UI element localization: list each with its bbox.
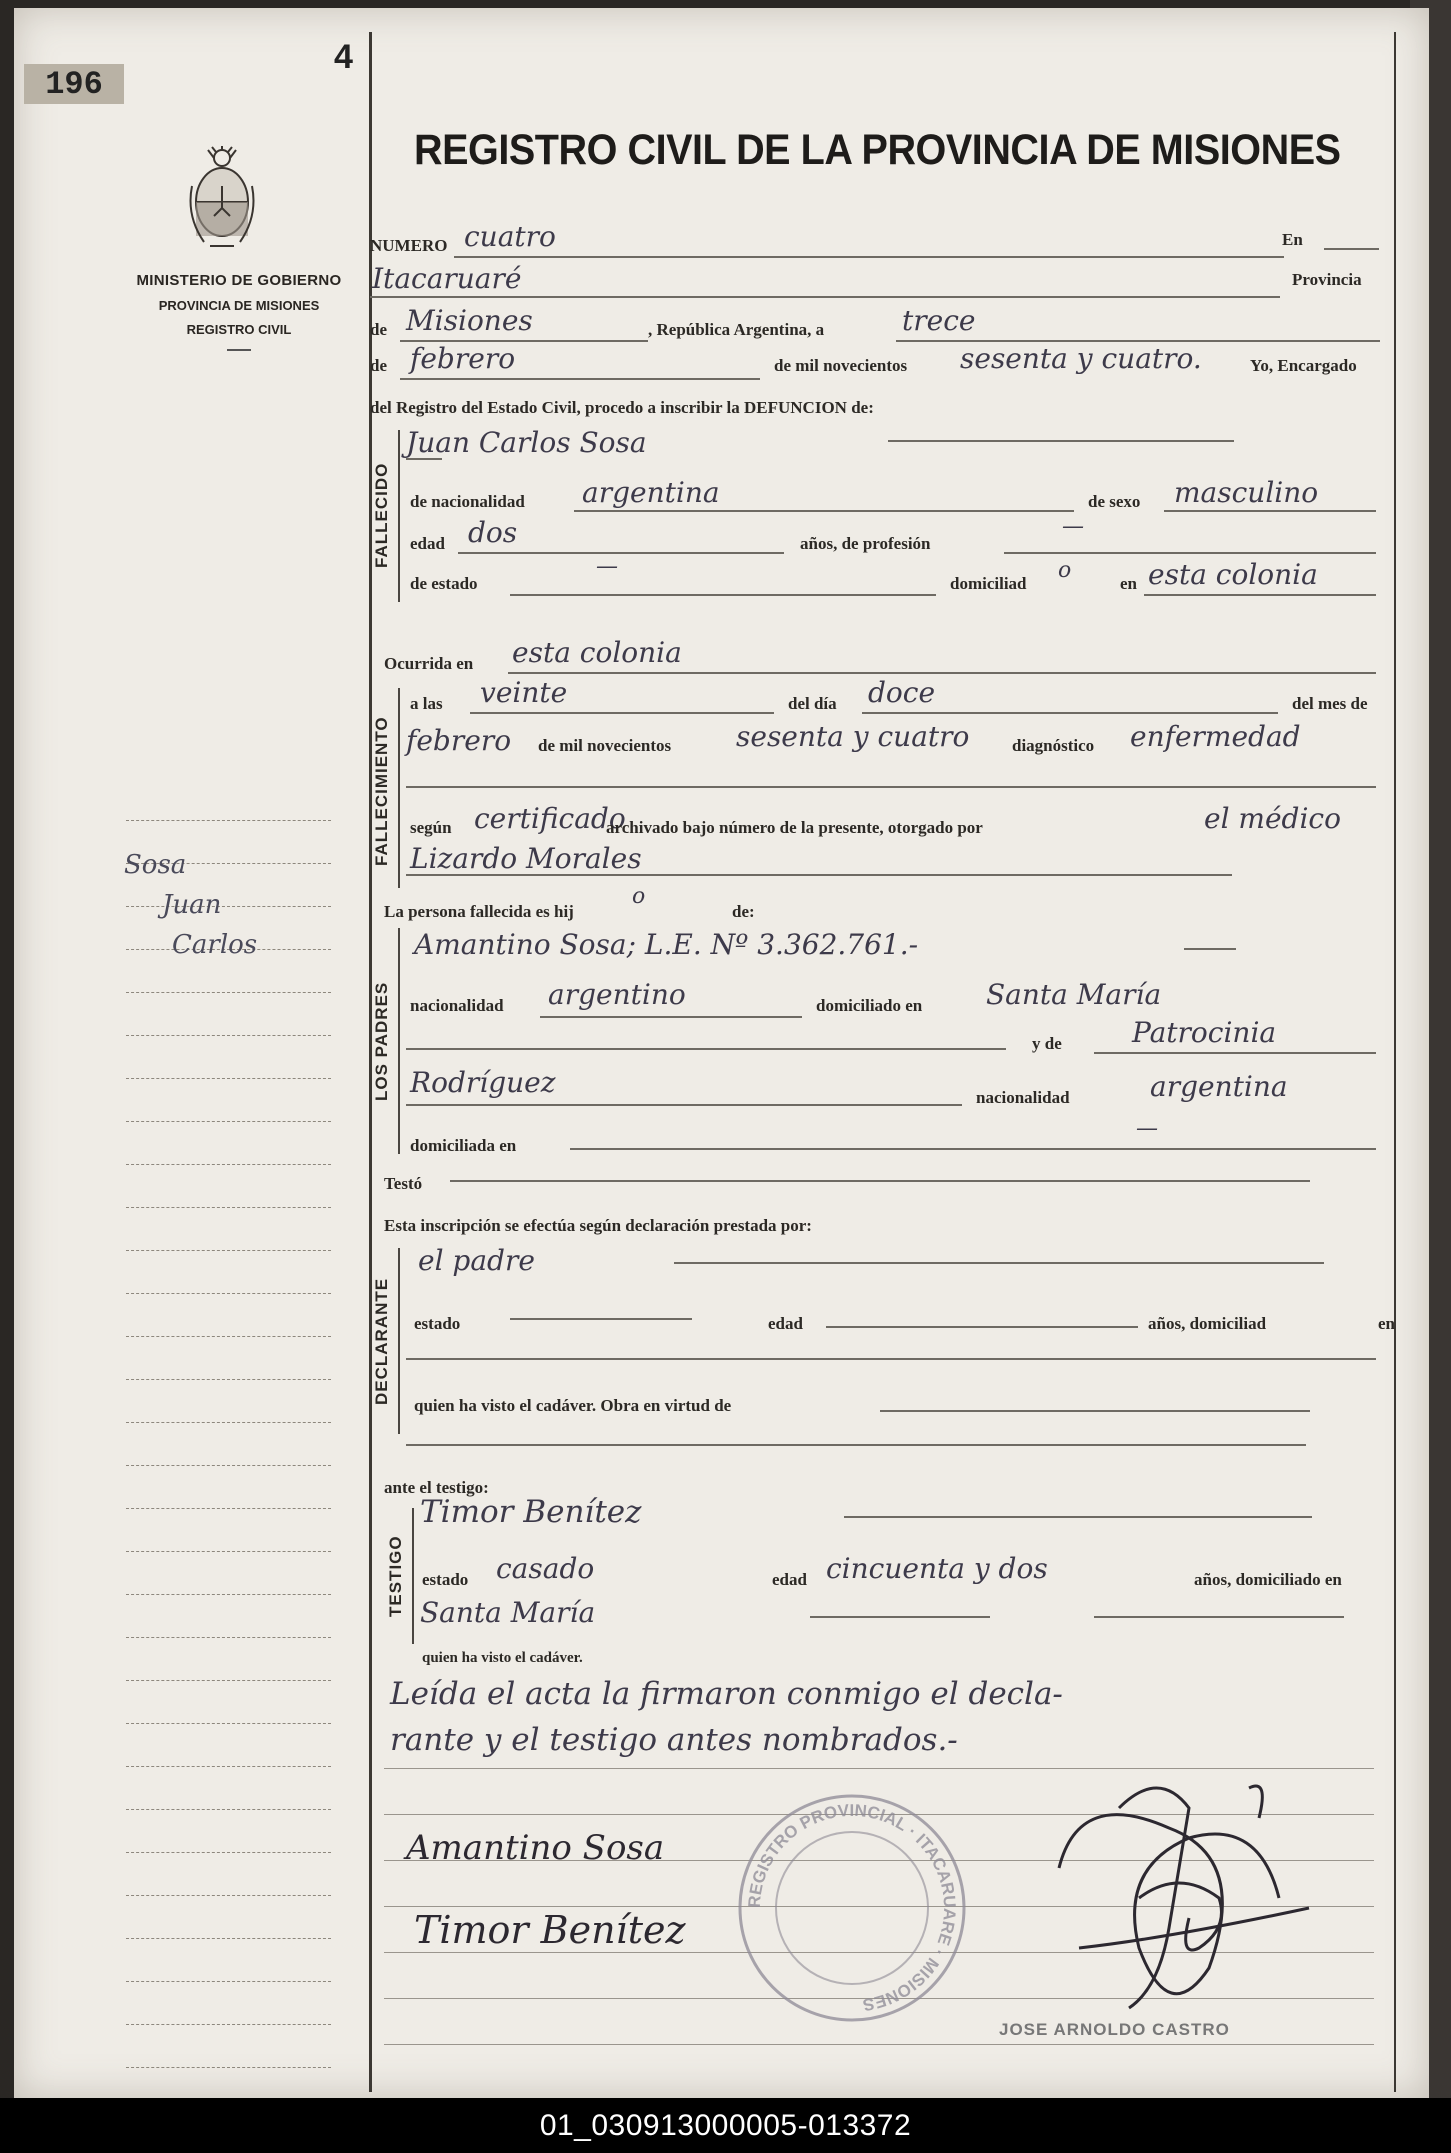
dia-value: doce	[868, 676, 936, 709]
testigo-anos-label: años, domiciliado en	[1194, 1570, 1342, 1589]
name-line	[888, 440, 1234, 442]
margin-note-first-name: Juan	[162, 890, 222, 920]
testigo-edad-label: edad	[772, 1570, 807, 1589]
domicilio-label: domiciliad	[950, 574, 1027, 593]
domicilio-suffix: o	[1058, 558, 1072, 583]
day-value: trece	[902, 304, 976, 337]
ano-value: sesenta y cuatro	[736, 720, 970, 753]
year-value: sesenta y cuatro.	[960, 342, 1202, 375]
testigo-estado-value: casado	[496, 1552, 595, 1585]
ministry-line-3: REGISTRO CIVIL	[186, 322, 292, 337]
segun-label: según	[410, 818, 452, 837]
en-label: En	[1282, 230, 1303, 249]
padre-nacionalidad-line	[540, 1016, 802, 1018]
nacionalidad-line	[574, 510, 1074, 512]
section-label-fallecido: FALLECIDO	[372, 462, 391, 568]
domicilio-value: esta colonia	[1148, 558, 1318, 591]
ministry-header	[104, 272, 374, 351]
yde-label: y de	[1032, 1034, 1062, 1053]
domiciliado-label: domiciliado en	[816, 996, 923, 1015]
right-rule	[1394, 32, 1396, 2092]
place-value: Itacaruaré	[372, 262, 522, 295]
page-number: 4	[334, 38, 353, 76]
section-label-declarante: DECLARANTE	[372, 1277, 391, 1405]
ocurrida-value: esta colonia	[512, 636, 682, 669]
padre-extra-line	[406, 1048, 1006, 1050]
testigo-name-line	[844, 1516, 1312, 1518]
file-code: 01_030913000005-013372	[539, 2108, 912, 2142]
diagnostico-value: enfermedad	[1130, 720, 1301, 753]
mes-value: febrero	[406, 724, 512, 757]
de2-label: de	[370, 356, 387, 375]
nacionalidad-madre-label: nacionalidad	[976, 1088, 1070, 1107]
margin-ruled-lines	[126, 820, 331, 2098]
argentina-coat-of-arms-icon	[184, 146, 260, 252]
sexo-value: masculino	[1174, 476, 1319, 509]
declarante-quien-line	[880, 1410, 1310, 1412]
anos-label: años, de profesión	[800, 534, 931, 553]
section-bar	[398, 1248, 400, 1434]
place-line	[370, 296, 1280, 298]
padre-line	[1184, 948, 1236, 950]
numero-line	[454, 256, 1284, 258]
declarante-name-line	[674, 1262, 1324, 1264]
hora-value: veinte	[480, 676, 568, 709]
numero-value: cuatro	[464, 220, 556, 253]
alas-label: a las	[410, 694, 443, 713]
madre-domicilio: —	[1136, 1116, 1158, 1141]
testo-line	[450, 1180, 1310, 1182]
fallecido-name-value: Juan Carlos Sosa	[406, 426, 647, 459]
section-bar	[398, 430, 400, 602]
madre-nombre-line	[1094, 1052, 1376, 1054]
dia-line	[862, 712, 1278, 714]
page-title: REGISTRO CIVIL DE LA PROVINCIA DE MISIONES	[414, 126, 1341, 174]
edad-label: edad	[410, 534, 445, 553]
testigo-domicilio-value: Santa María	[420, 1596, 596, 1629]
section-bar	[412, 1508, 414, 1644]
declarante-anos-label: años, domiciliad	[1148, 1314, 1267, 1333]
edad-line	[458, 552, 784, 554]
padre-nacionalidad: argentino	[548, 978, 686, 1011]
sexo-label: de sexo	[1088, 492, 1141, 511]
yo-label: Yo, Encargado	[1250, 356, 1357, 375]
republica-label: , República Argentina, a	[648, 320, 825, 339]
mil-label: de mil novecientos	[774, 356, 908, 375]
hora-line	[470, 712, 774, 714]
madre-nombre: Patrocinia	[1132, 1016, 1277, 1049]
archivado-label: archivado bajo número de la presente, otorgado por	[606, 818, 983, 837]
hijo-label: La persona fallecida es hij	[384, 902, 574, 921]
medico-line	[406, 874, 1232, 876]
madre-apellido: Rodríguez	[410, 1066, 556, 1099]
margin-note-surname: Sosa	[124, 850, 187, 880]
ministry-line-2: PROVINCIA DE MISIONES	[158, 298, 320, 313]
mes-label: del mes de	[1292, 694, 1368, 713]
declarante-edad-label: edad	[768, 1314, 803, 1333]
domicilio-line	[1144, 594, 1376, 596]
ministry-dash	[227, 349, 251, 351]
signature-testigo: Timor Benítez	[414, 1908, 686, 1952]
testigo-estado-label: estado	[422, 1570, 469, 1589]
nacionalidad-value: argentina	[582, 476, 720, 509]
de-label: de	[370, 320, 387, 339]
section-label-padres: LOS PADRES	[372, 981, 391, 1101]
madre-apellido-line	[406, 1104, 962, 1106]
declarante-name: el padre	[418, 1244, 535, 1277]
padres-de-label: de:	[732, 902, 755, 921]
nacionalidad-padre-label: nacionalidad	[410, 996, 504, 1015]
declarante-extra-line-2	[406, 1444, 1306, 1446]
declarante-en-label: en	[1378, 1314, 1395, 1333]
officer-printed-name: JOSE ARNOLDO CASTRO	[999, 2020, 1230, 2039]
closing-line-2: rante y el testigo antes nombrados.-	[390, 1722, 958, 1758]
official-seal-stamp	[732, 1788, 972, 2028]
en-label-2: en	[1120, 574, 1137, 593]
provincia-value: Misiones	[406, 304, 533, 337]
stamp-text: REGISTRO PROVINCIAL · ITACARUARE · MISIONES	[744, 1800, 960, 2015]
closing-line-1: Leída el acta la firmaron conmigo el decla-	[390, 1676, 1063, 1712]
madre-domicilio-line	[570, 1148, 1376, 1150]
dia-label: del día	[788, 694, 837, 713]
mil2-label: de mil novecientos	[538, 736, 672, 755]
estado-value: —	[596, 554, 618, 579]
declarante-intro: Esta inscripción se efectúa según declaración prestada por:	[384, 1216, 812, 1235]
margin-note-second-name: Carlos	[172, 930, 258, 960]
nacionalidad-label: de nacionalidad	[410, 492, 525, 511]
section-bar	[398, 928, 400, 1154]
file-code-bar	[0, 2098, 1451, 2153]
numero-label: NUMERO	[370, 236, 448, 255]
estado-label: de estado	[410, 574, 478, 593]
sexo-line	[1164, 510, 1376, 512]
officer-signature-flourish	[1019, 1748, 1329, 2048]
estado-line	[510, 594, 936, 596]
signature-declarante: Amantino Sosa	[406, 1828, 665, 1868]
testigo-edad-value: cincuenta y dos	[826, 1552, 1048, 1585]
folio-number: 196	[24, 64, 124, 104]
diagnostico-line-2	[406, 786, 1376, 788]
padre-domicilio: Santa María	[986, 978, 1162, 1011]
diagnostico-label: diagnóstico	[1012, 736, 1095, 755]
registro-line: del Registro del Estado Civil, procedo a inscribir la DEFUNCION de:	[370, 398, 874, 417]
registry-page	[14, 8, 1429, 2098]
en-line	[1324, 248, 1379, 250]
testigo-quien-label: quien ha visto el cadáver.	[422, 1650, 583, 1666]
testigo-domicilio-line	[810, 1616, 990, 1618]
ministry-line-1: MINISTERIO DE GOBIERNO	[136, 272, 342, 289]
certificado-value: certificado	[474, 802, 626, 835]
testigo-ante-label: ante el testigo:	[384, 1478, 489, 1497]
name-line-pre	[406, 458, 442, 460]
madre-nacionalidad: argentina	[1150, 1070, 1288, 1103]
domiciliada-label: domiciliada en	[410, 1136, 517, 1155]
declarante-edad-line	[826, 1326, 1138, 1328]
ocurrida-label: Ocurrida en	[384, 654, 474, 673]
profesion-value: —	[1062, 514, 1084, 539]
declarante-estado-label: estado	[414, 1314, 461, 1333]
padre-value: Amantino Sosa; L.E. Nº 3.362.761.-	[414, 928, 919, 961]
edad-value: dos	[468, 516, 518, 549]
otorgado-value: el médico	[1204, 802, 1341, 835]
provincia-label: Provincia	[1292, 270, 1362, 289]
declarante-extra-line	[406, 1358, 1376, 1360]
testo-label: Testó	[384, 1174, 423, 1193]
declarante-quien-label: quien ha visto el cadáver. Obra en virtud de	[414, 1396, 732, 1415]
month-value: febrero	[410, 342, 516, 375]
section-label-testigo: TESTIGO	[386, 1535, 405, 1617]
section-bar	[398, 688, 400, 888]
medico-value: Lizardo Morales	[410, 842, 642, 875]
declarante-estado-line	[510, 1318, 692, 1320]
testigo-domicilio-line-2	[1094, 1616, 1344, 1618]
profesion-line	[1004, 552, 1376, 554]
month-line	[400, 378, 760, 380]
testigo-name: Timor Benítez	[420, 1494, 642, 1530]
hijo-suffix: o	[632, 884, 646, 909]
section-label-fallecimiento: FALLECIMIENTO	[372, 716, 391, 866]
ocurrida-line	[508, 672, 1376, 674]
